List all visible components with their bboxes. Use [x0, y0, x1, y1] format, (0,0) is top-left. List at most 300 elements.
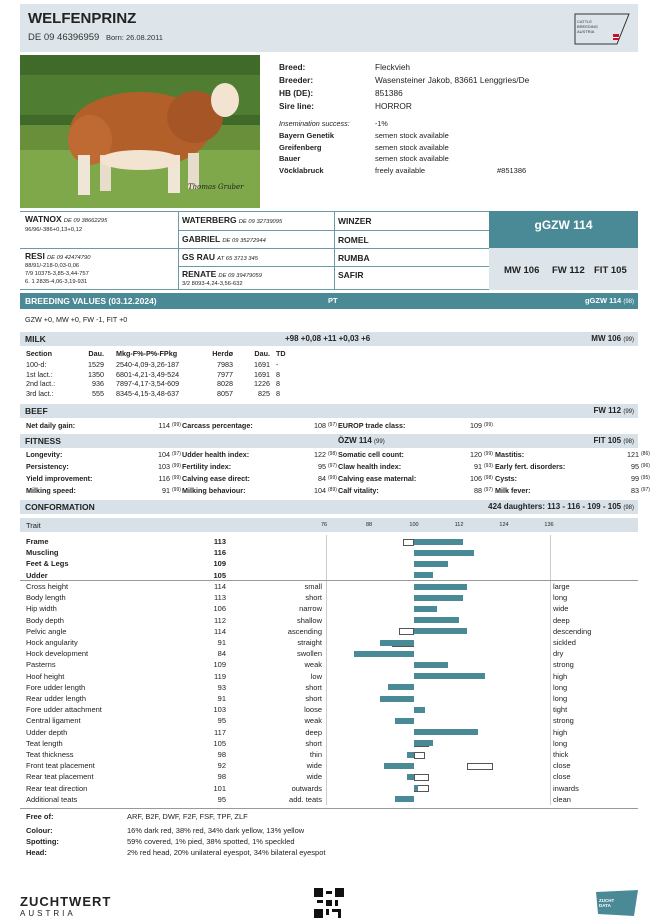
scale-tick: 76	[320, 522, 328, 528]
milk-values: +98 +0,08 +11 +0,03 +6	[285, 334, 371, 343]
dam-line-1: 88/91/-218-0,03-0,06	[25, 263, 80, 269]
trait-name: Teat length	[26, 738, 63, 748]
trait-value: 95	[217, 716, 226, 726]
trait-high-label: long	[553, 694, 568, 703]
milk-cell: 2540-4,09-3,26-187	[116, 360, 180, 369]
trait-name: Pelvic angle	[26, 626, 67, 636]
trait-name: Additional teats	[26, 794, 78, 804]
fitness-rel: (89)	[328, 487, 337, 493]
trait-high-label: close	[553, 772, 571, 782]
sire-box	[25, 214, 107, 233]
trait-low-label: add. teats	[289, 794, 322, 804]
fitness-rel: (98)	[328, 451, 337, 457]
station-status: semen stock available	[375, 131, 449, 140]
sire-dam-sire-name: GABRIEL	[182, 234, 221, 244]
trait-low-label: shallow	[296, 615, 322, 625]
trait-bar	[388, 684, 414, 690]
sire-sire	[182, 215, 282, 225]
trait-bar	[414, 617, 459, 623]
trait-value: 91	[217, 638, 226, 647]
trait-high-label: high	[553, 727, 568, 737]
grand-sire-2: ROMEL	[338, 235, 369, 245]
fitness-value: 95	[318, 462, 326, 471]
fitness-rel: (97)	[172, 451, 181, 457]
dam-sire-id: AT 65 3713 345	[217, 256, 258, 262]
dam-line-3: 6. 1 2835-4,06-3,19-931	[25, 279, 88, 285]
beef-fw	[540, 406, 634, 415]
fitness-value: 91	[474, 462, 482, 471]
grand-sire-4: SAFIR	[338, 270, 364, 280]
beef-label: Net daily gain:	[26, 421, 76, 430]
milk-cell: 8	[276, 379, 280, 388]
trait-header: Trait	[26, 521, 41, 530]
trait-value: 105	[213, 738, 226, 748]
fitness-rel: (97)	[328, 463, 337, 469]
station-status: freely available	[375, 166, 426, 176]
fitness-label: Milk fever:	[495, 486, 531, 495]
dam-id: DE 09 42474790	[46, 255, 91, 261]
beef-value: 109	[470, 421, 482, 430]
trait-bar	[414, 673, 485, 679]
fitness-value: 95	[631, 462, 639, 471]
qr-code[interactable]	[314, 888, 344, 918]
trait-low-label: small	[304, 582, 322, 591]
scale-tick: 124	[499, 522, 509, 528]
milk-header-cell: Herdø	[212, 349, 233, 358]
trait-name: Body length	[26, 593, 66, 603]
trait-low-label: weak	[304, 716, 322, 726]
trait-name: Pasterns	[26, 660, 56, 670]
fitness-value: 106	[470, 474, 482, 483]
trait-high-label: long	[553, 682, 568, 692]
trait-bar	[414, 584, 467, 590]
fitness-fit	[540, 436, 634, 445]
beef-value: 114	[158, 421, 170, 430]
breed-value: Fleckvieh	[375, 62, 411, 72]
trait-high-label: long	[553, 738, 568, 748]
fitness-value: 84	[318, 474, 326, 483]
breeding-gzw-value: gGZW 114	[584, 296, 622, 305]
trait-bar	[354, 651, 414, 657]
trait-bar	[414, 606, 437, 612]
trait-value: 112	[214, 615, 226, 625]
trait-high-label: clean	[553, 794, 571, 804]
fitness-value: 88	[474, 486, 482, 495]
milk-header-cell: Mkg-F%-P%-FPkg	[116, 349, 178, 358]
trait-low-label: short	[305, 738, 322, 748]
trait-value: 91	[217, 694, 226, 703]
beef-label: Carcass percentage:	[182, 421, 253, 430]
beef-fw-rel: (99)	[623, 409, 634, 415]
trait-name: Frame	[26, 537, 49, 546]
trait-bar	[414, 572, 433, 578]
dam-name: RESI	[25, 251, 45, 261]
zuchtwert-brand: ZUCHTWERT	[20, 894, 112, 909]
fitness-rel: (97)	[484, 487, 493, 493]
trait-name: Muscling	[26, 548, 59, 558]
fitness-value: 83	[631, 486, 639, 495]
trait-bar	[395, 718, 414, 724]
trait-value: 106	[213, 604, 226, 614]
station-name: Vöcklabruck	[279, 166, 324, 176]
fitness-label: Calving ease maternal:	[338, 474, 417, 483]
fitness-value: 120	[470, 450, 482, 459]
fitness-grid	[20, 450, 650, 498]
breeder-label: Breeder:	[279, 75, 314, 85]
milk-cell: 7897-4,17-3,54-609	[116, 379, 180, 388]
fitness-label: Persistency:	[26, 462, 69, 471]
beef-rel: (97)	[328, 422, 337, 428]
grand-sire-3: RUMBA	[338, 253, 370, 263]
trait-high-label: tight	[553, 705, 568, 715]
trait-bar	[414, 539, 463, 545]
trait-name: Front teat placement	[26, 761, 95, 771]
fitness-label: Cysts:	[495, 474, 517, 483]
milk-header-cell: Section	[26, 349, 52, 358]
milk-mw-rel: (99)	[623, 337, 634, 343]
station-code: #851386	[497, 166, 527, 176]
trait-low-label: weak	[304, 660, 322, 670]
fitness-rel: (99)	[172, 463, 181, 469]
sire-dam-sire	[182, 234, 266, 244]
bull-name: WELFENPRINZ	[28, 10, 137, 27]
milk-cell: 7983	[217, 360, 233, 369]
fit-value: FIT 105	[593, 436, 622, 445]
fitness-value: 121	[627, 450, 639, 459]
trait-bar	[414, 707, 425, 713]
birth-date: Born: 26.08.2011	[105, 33, 163, 42]
milk-cell: 2nd lact.:	[26, 379, 56, 388]
trait-name: Cross height	[26, 582, 69, 591]
trait-value: 109	[213, 559, 226, 569]
dam-sire-name: GS RAU	[182, 252, 216, 262]
trait-name: Hip width	[26, 604, 57, 614]
trait-bar	[414, 740, 433, 746]
scale-tick: 112	[454, 522, 464, 528]
fitness-label: Udder health index:	[182, 450, 250, 459]
zucht-data-text: ZUCHT DATA	[599, 898, 615, 908]
fitness-rel: (95)	[641, 475, 650, 481]
milk-cell: -	[276, 360, 279, 369]
trait-value: 109	[213, 660, 226, 670]
fitness-rel: (99)	[328, 475, 337, 481]
fitness-rel: (97)	[641, 487, 650, 493]
trait-bar	[380, 640, 414, 646]
milk-cell: 8345-4,15-3,48-637	[116, 388, 180, 398]
trait-name: Rear teat placement	[26, 772, 94, 782]
milk-cell: 1350	[88, 369, 104, 379]
milk-cell: 555	[92, 388, 104, 398]
trait-high-label: deep	[553, 615, 570, 625]
trait-name: Hock development	[26, 649, 89, 659]
station-name: Bauer	[279, 154, 301, 164]
trait-name: Fore udder attachment	[26, 705, 102, 715]
trait-low-label: loose	[304, 705, 322, 715]
conformation-summary-rel: (98)	[623, 505, 634, 511]
comparison-bar	[403, 539, 414, 546]
fw-index: FW 112	[552, 265, 585, 276]
trait-high-label: long	[553, 593, 568, 603]
hb-label: HB (DE):	[279, 88, 314, 98]
trait-high-label: sickled	[553, 638, 576, 647]
milk-cell: 1691	[254, 369, 270, 379]
fitness-label: Calf vitality:	[338, 486, 379, 495]
trait-value: 119	[214, 671, 226, 681]
conformation-chart-area	[326, 535, 551, 805]
dam-dam-name: RENATE	[182, 269, 217, 279]
zucht-data-logo	[596, 890, 638, 916]
austria-brand: AUSTRIA	[20, 909, 76, 918]
fit-index: FIT 105	[594, 265, 627, 276]
fitness-rel: (99)	[172, 475, 181, 481]
fitness-label: Mastitis:	[495, 450, 525, 459]
trait-high-label: close	[553, 761, 571, 771]
fitness-label: Early fert. disorders:	[495, 462, 566, 471]
registration-id: DE 09 46396959	[28, 32, 100, 43]
trait-value: 116	[213, 548, 226, 558]
fitness-value: 122	[314, 450, 326, 459]
fitness-value: 103	[158, 462, 170, 471]
breeder-value: Wasensteiner Jakob, 83661 Lenggries/De	[375, 75, 530, 85]
trait-bar	[414, 785, 418, 791]
conformation-title: CONFORMATION	[25, 502, 95, 512]
mw-index: MW 106	[504, 265, 540, 276]
trait-low-label: narrow	[299, 604, 322, 614]
trait-value: 117	[214, 727, 226, 737]
fitness-rel: (96)	[641, 463, 650, 469]
trait-name: Body depth	[26, 615, 64, 625]
sire-dam-sire-id: DE 09 35272944	[222, 238, 266, 244]
trait-high-label: dry	[553, 649, 564, 659]
trait-bar	[407, 774, 415, 780]
trait-name: Central ligament	[26, 716, 81, 726]
beef-label: EUROP trade class:	[338, 421, 406, 430]
trait-value: 114	[214, 582, 226, 591]
trait-bar	[414, 550, 474, 556]
breeding-gzw-rel: (98)	[623, 299, 634, 305]
dam-sire	[182, 252, 258, 262]
comparison-bar	[414, 752, 425, 759]
trait-name: Rear udder length	[26, 694, 87, 703]
trait-name: Teat thickness	[26, 750, 74, 759]
milk-cell: 936	[92, 379, 104, 388]
breed-label: Breed:	[279, 62, 306, 72]
trait-low-label: short	[305, 593, 322, 603]
dam-dam-id: DE 09 39479059	[218, 273, 262, 279]
trait-high-label: thick	[553, 750, 569, 759]
trait-value: 113	[213, 537, 226, 546]
grand-sire-1: WINZER	[338, 216, 372, 226]
ozw-rel: (99)	[374, 439, 385, 445]
fitness-label: Claw health index:	[338, 462, 402, 471]
trait-high-label: wide	[553, 604, 569, 614]
trait-bar	[407, 752, 415, 758]
beef-value: 108	[314, 421, 326, 430]
fitness-value: 99	[631, 474, 639, 483]
scale-tick: 88	[365, 522, 373, 528]
conformation-summary-value: 424 daughters: 113 - 116 - 109 - 105	[488, 502, 622, 511]
beef-fw-value: FW 112	[593, 406, 622, 415]
trait-name: Udder	[26, 570, 48, 580]
station-status: semen stock available	[375, 154, 449, 164]
fitness-label: Yield improvement:	[26, 474, 93, 483]
breeding-values-title: BREEDING VALUES (03.12.2024)	[25, 296, 157, 306]
trait-value: 101	[213, 783, 226, 793]
trait-value: 95	[217, 794, 226, 804]
fit-rel: (98)	[623, 439, 634, 445]
fitness-value: 104	[314, 486, 326, 495]
trait-name: Hock angularity	[26, 638, 78, 647]
fitness-label: Calving ease direct:	[182, 474, 250, 483]
insemination-value: -1%	[375, 119, 388, 128]
sire-id: DE 09 38662295	[63, 218, 108, 224]
station-status: semen stock available	[375, 142, 449, 152]
comparison-bar	[467, 763, 493, 770]
hb-value: 851386	[375, 88, 403, 98]
trait-bar	[380, 696, 414, 702]
milk-mw-value: MW 106	[591, 334, 622, 343]
dam-dam-line: 3/2 8093-4,24-3,56-632	[182, 281, 243, 287]
comparison-bar	[399, 628, 414, 635]
trait-low-label: wide	[306, 761, 322, 771]
trait-bar	[414, 561, 448, 567]
trait-value: 84	[217, 649, 226, 659]
trait-name: Feet & Legs	[26, 559, 69, 569]
milk-cell: 1691	[254, 360, 270, 369]
trait-value: 113	[214, 593, 226, 603]
trait-low-label: outwards	[291, 783, 322, 793]
fitness-value: 91	[162, 486, 170, 495]
milk-cell: 8	[276, 388, 280, 398]
dam-box	[25, 251, 90, 286]
station-name: Greifenberg	[279, 142, 322, 152]
insemination-label: Insemination success:	[279, 119, 350, 128]
trait-low-label: straight	[297, 638, 322, 647]
head-value: 2% red head, 20% unilateral eyespot, 34% bilateral eyespot	[127, 848, 326, 857]
milk-cell: 1529	[88, 360, 104, 369]
fitness-value: 104	[158, 450, 170, 459]
beef-title: BEEF	[25, 406, 48, 416]
trait-low-label: wide	[306, 772, 322, 782]
trait-value: 93	[217, 682, 226, 692]
milk-cell: 3rd lact.:	[26, 388, 54, 398]
scale-tick: 136	[544, 522, 554, 528]
milk-cell: 8057	[217, 388, 233, 398]
ozw-value: ÖZW 114	[338, 436, 372, 445]
trait-low-label: short	[305, 682, 322, 692]
bull-photo	[20, 55, 260, 208]
milk-table	[20, 349, 320, 399]
fitness-label: Somatic cell count:	[338, 450, 404, 459]
trait-high-label: strong	[553, 660, 574, 670]
colour-label: Colour:	[26, 826, 53, 835]
fitness-label: Milking speed:	[26, 486, 76, 495]
sire-line-values: 96/96/-386+0,13+0,12	[25, 227, 83, 233]
trait-low-label: swollen	[296, 649, 322, 659]
gzw-value: gGZW 114	[534, 218, 593, 232]
trait-name: Hoof height	[26, 671, 65, 681]
milk-mw	[540, 334, 634, 343]
trait-value: 98	[217, 750, 226, 759]
cattle-breeding-logo	[573, 12, 631, 46]
dam-line-2: 7/9 10375-3,85-3,44-757	[25, 271, 89, 277]
trait-name: Fore udder length	[26, 682, 86, 692]
breeding-gzw	[540, 296, 634, 305]
trait-high-label: inwards	[553, 783, 579, 793]
milk-cell: 100-d:	[26, 360, 47, 369]
trait-low-label: low	[310, 671, 322, 681]
beef-row	[20, 420, 638, 432]
photo-signature: Thomas Gruber	[188, 183, 244, 191]
trait-value: 98	[217, 772, 226, 782]
trait-low-label: thin	[309, 750, 322, 759]
breeding-values-pt: PT	[328, 296, 338, 305]
trait-bar	[414, 729, 478, 735]
fitness-value: 116	[158, 474, 170, 483]
spotting-value: 59% covered, 1% pied, 38% spotted, 1% speckled	[127, 837, 295, 846]
trait-bar	[384, 763, 414, 769]
trait-name: Rear teat direction	[26, 783, 88, 793]
spotting-label: Spotting:	[26, 837, 59, 846]
milk-cell: 1226	[254, 379, 270, 388]
trait-value: 92	[217, 761, 226, 771]
trait-low-label: short	[305, 694, 322, 703]
fitness-label: Milking behaviour:	[182, 486, 246, 495]
fitness-ozw	[338, 436, 385, 445]
sire-sire-name: WATERBERG	[182, 215, 237, 225]
fitness-label: Fertility index:	[182, 462, 232, 471]
milk-title: MILK	[25, 334, 46, 344]
logo-text: CATTLE BREEDING AUSTRIA	[577, 19, 598, 34]
trait-value: 103	[213, 705, 226, 715]
head-label: Head:	[26, 848, 47, 857]
sire-line-label: Sire line:	[279, 101, 315, 111]
fitness-rel: (99)	[484, 451, 493, 457]
trait-value: 105	[213, 570, 226, 580]
registration-line	[28, 32, 163, 43]
milk-cell: 7977	[217, 369, 233, 379]
trait-name: Udder depth	[26, 727, 68, 737]
dam-dam	[182, 269, 262, 287]
fitness-title: FITNESS	[25, 436, 61, 446]
beef-rel: (99)	[484, 422, 493, 428]
fitness-label: Longevity:	[26, 450, 63, 459]
milk-header-cell: TD	[276, 349, 286, 358]
trait-high-label: high	[553, 671, 568, 681]
gzw-change-line: GZW +0, MW +0, FW -1, FIT +0	[25, 315, 128, 324]
trait-high-label: large	[553, 582, 570, 591]
colour-value: 16% dark red, 38% red, 34% dark yellow, 13% yellow	[127, 826, 305, 835]
scale-tick: 100	[409, 522, 419, 528]
trait-bar	[414, 662, 448, 668]
station-name: Bayern Genetik	[279, 131, 335, 140]
fitness-rel: (86)	[641, 451, 650, 457]
milk-cell: 1st lact.:	[26, 369, 53, 379]
fitness-rel: (93)	[484, 463, 493, 469]
free-of-value: ARF, B2F, DWF, F2F, FSF, TPF, ZLF	[127, 812, 248, 821]
trait-high-label: descending	[553, 626, 592, 636]
milk-cell: 6801-4,21-3,49-524	[116, 369, 180, 379]
milk-cell: 825	[258, 388, 270, 398]
comparison-bar	[414, 774, 429, 781]
conformation-summary	[380, 502, 634, 511]
beef-rel: (99)	[172, 422, 181, 428]
trait-bar	[395, 796, 414, 802]
trait-low-label: deep	[305, 727, 322, 737]
milk-header-cell: Dau.	[88, 349, 104, 358]
trait-high-label: strong	[553, 716, 574, 726]
sire-name: WATNOX	[25, 214, 62, 224]
